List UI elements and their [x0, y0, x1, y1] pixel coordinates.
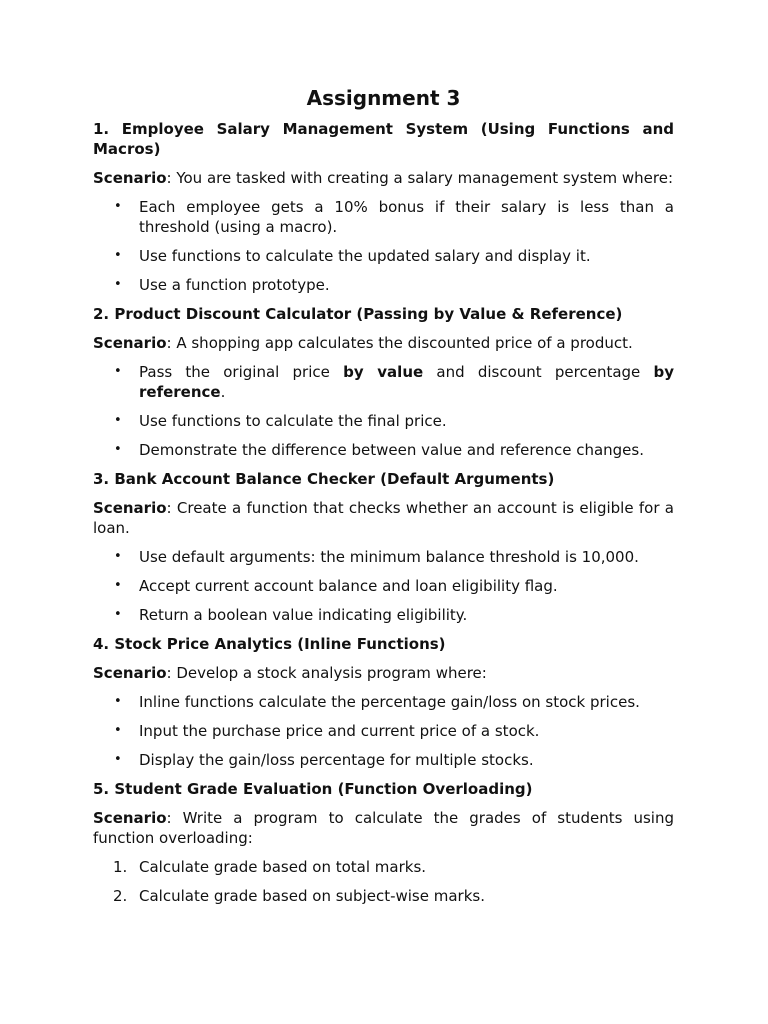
bullet-icon: •	[114, 694, 122, 709]
list-item-text: Use functions to calculate the updated salary and display it.	[139, 247, 591, 265]
list-item-text: Each employee gets a 10% bonus if their salary is less than a threshold (using a macro).	[139, 198, 674, 236]
list-item	[93, 576, 674, 596]
list-item	[93, 411, 674, 431]
list-item	[93, 440, 674, 460]
bullet-icon: •	[114, 723, 122, 738]
bullet-icon: •	[114, 364, 122, 379]
list-item	[93, 605, 674, 625]
section-heading: 1. Employee Salary Management System (Using Functions and Macros)	[93, 120, 674, 158]
scenario-paragraph	[93, 663, 674, 683]
scenario-text: : Develop a stock analysis program where:	[166, 664, 487, 682]
section-4	[93, 634, 674, 770]
scenario-paragraph	[93, 333, 674, 353]
section-5	[93, 779, 674, 906]
section-3	[93, 469, 674, 625]
list-item	[93, 547, 674, 567]
bullet-icon: •	[114, 752, 122, 767]
list-item	[93, 275, 674, 295]
section-1	[93, 119, 674, 295]
list-item-text: Pass the original price	[139, 363, 344, 381]
list-number: 1.	[113, 858, 128, 876]
section-heading: 4. Stock Price Analytics (Inline Functions)	[93, 635, 446, 653]
list-item	[93, 721, 674, 741]
list-item-text: Input the purchase price and current price of a stock.	[139, 722, 540, 740]
list-item-text: Calculate grade based on total marks.	[139, 858, 427, 876]
bullet-icon: •	[114, 549, 122, 564]
scenario-text: : Create a function that checks whether an account is eligible for a loan.	[93, 499, 674, 537]
bullet-list	[93, 362, 674, 460]
list-item-text: Accept current account balance and loan eligibility flag.	[139, 577, 558, 595]
scenario-text: : Write a program to calculate the grades of students using function overloading:	[93, 809, 674, 847]
list-item	[93, 362, 674, 402]
bullet-icon: •	[114, 442, 122, 457]
numbered-list	[93, 857, 674, 906]
list-item-text: Calculate grade based on subject-wise marks.	[139, 887, 485, 905]
list-item	[93, 886, 674, 906]
list-item	[93, 750, 674, 770]
list-item-text: Return a boolean value indicating eligibility.	[139, 606, 468, 624]
list-item-text: Display the gain/loss percentage for multiple stocks.	[139, 751, 534, 769]
bullet-icon: •	[114, 413, 122, 428]
scenario-text: : A shopping app calculates the discounted price of a product.	[166, 334, 633, 352]
section-heading: 2. Product Discount Calculator (Passing by Value & Reference)	[93, 305, 623, 323]
scenario-label: Scenario	[93, 169, 167, 187]
bullet-icon: •	[114, 277, 122, 292]
bullet-icon: •	[114, 248, 122, 263]
emphasis-text: by reference	[139, 363, 675, 401]
list-number: 2.	[113, 887, 128, 905]
section-2	[93, 304, 674, 460]
list-item-text: and discount percentage	[423, 363, 654, 381]
list-item	[93, 692, 674, 712]
list-item-text: Inline functions calculate the percentage gain/loss on stock prices.	[139, 693, 640, 711]
scenario-paragraph	[93, 498, 674, 538]
section-heading: 3. Bank Account Balance Checker (Default Arguments)	[93, 470, 555, 488]
bullet-list	[93, 197, 674, 295]
list-item	[93, 857, 674, 877]
document-body	[93, 86, 674, 915]
scenario-label: Scenario	[93, 664, 167, 682]
bullet-icon: •	[114, 607, 122, 622]
list-item-text: .	[220, 383, 226, 401]
list-item-text: Use a function prototype.	[139, 276, 330, 294]
list-item	[93, 197, 674, 237]
list-item-text: Demonstrate the difference between value and reference changes.	[139, 441, 644, 459]
scenario-paragraph	[93, 168, 674, 188]
scenario-label: Scenario	[93, 499, 167, 517]
bullet-icon: •	[114, 578, 122, 593]
bullet-icon: •	[114, 199, 122, 214]
scenario-label: Scenario	[93, 809, 167, 827]
document-title: Assignment 3	[306, 86, 461, 110]
list-item-text: Use functions to calculate the final price.	[139, 412, 447, 430]
list-item	[93, 246, 674, 266]
list-item-text: Use default arguments: the minimum balance threshold is 10,000.	[139, 548, 639, 566]
scenario-text: : You are tasked with creating a salary management system where:	[166, 169, 673, 187]
bullet-list	[93, 692, 674, 770]
scenario-label: Scenario	[93, 334, 167, 352]
emphasis-text: by value	[343, 363, 424, 381]
bullet-list	[93, 547, 674, 625]
scenario-paragraph	[93, 808, 674, 848]
section-heading: 5. Student Grade Evaluation (Function Overloading)	[93, 780, 533, 798]
